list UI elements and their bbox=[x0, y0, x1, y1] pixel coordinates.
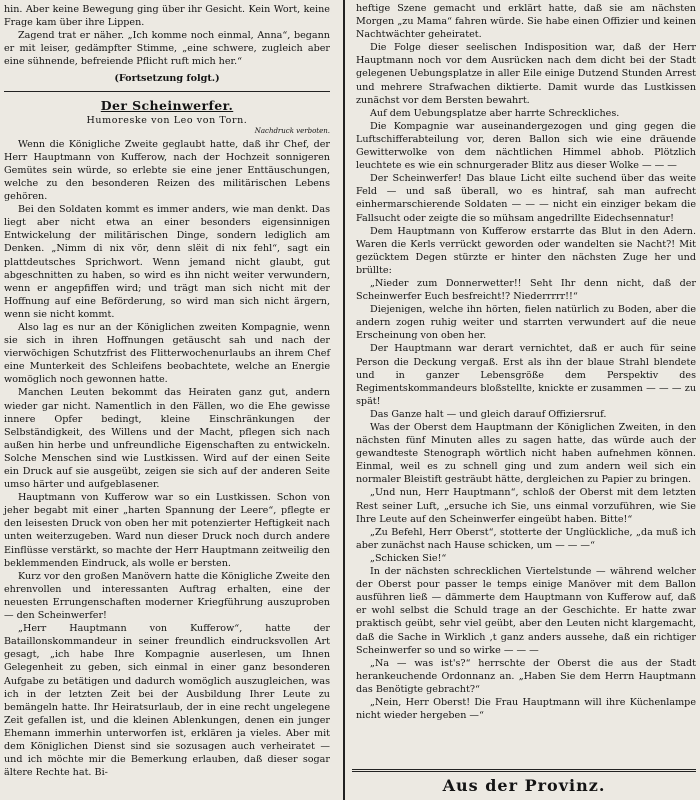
article-paragraph: Dem Hauptmann von Kufferow erstarrte das Blut in den Adern. Waren die Kerls verrückt geworden oder wandelten sie Nacht?! Mit gezücktem Degen stürzte er hinter den nächsten Zuge her und brüllte: bbox=[356, 225, 696, 276]
article-paragraph: Die Kompagnie war auseinandergezogen und ging gegen die Luftschifferabteilung vor, deren Ballon sich wie eine dräuende Gewitterwolke von dem nächtlichen Himmel abhob. Plötzlich leuchtete es wie ein schnurgerader Blitz aus dieser Wolke — — — bbox=[356, 120, 696, 172]
intro-paragraph-1: hin. Aber keine Bewegung ging über ihr Gesicht. Kein Wort, keine Frage kam über ihre Lippen. bbox=[4, 4, 330, 29]
article-paragraph: Diejenigen, welche ihn hörten, fielen natürlich zu Boden, aber die andern zogen ruhig weiter und starrten verwundert auf die neue Erscheinung von oben her. bbox=[356, 304, 696, 342]
article-paragraph: Bei den Soldaten kommt es immer anders, wie man denkt. Das liegt aber nicht etwa an einer besonders eigensinnigen Entwickelung der militärischen Dinge, sondern lediglich am Denken. „Nimm di nix vör, denn slëit di nix fehl“, sagt ein plattdeutsches Sprichwort. Wenn jemand nicht glaubt, gut abgeschnitten zu haben, so wird es ihn nicht weiter verwundern, wenn er angepfiffen wird; und trägt man sich nicht mit der Hoffnung auf eine Beförderung, so wird man sich nicht ärgern, wenn sie nicht kommt. bbox=[4, 204, 330, 320]
article-paragraph: Das Ganze halt — und gleich darauf Offiziersruf. bbox=[370, 408, 607, 420]
reprint-note: Nachdruck verboten. bbox=[254, 126, 330, 135]
intro-paragraph-2: Zagend trat er näher. „Ich komme noch einmal, Anna“, begann er mit leiser, gedämpfter Stimme, „eine schwere, zugleich aber eine sühnende, befreiende Pflicht ruft mich her.“ bbox=[4, 30, 330, 68]
article-title: Der Scheinwerfer. bbox=[100, 97, 234, 113]
section-divider bbox=[4, 91, 330, 92]
article-paragraph: „Schicken Sie!“ bbox=[370, 552, 447, 564]
article-paragraph: Kurz vor den großen Manövern hatte die Königliche Zweite den ehrenvollen und interessanten Auftrag erhalten, eine der neuesten Errungenschaften moderner Kriegführung auszuproben — den Scheinwerfer! bbox=[4, 570, 330, 622]
article-paragraph: Der Hauptmann war derart vernichtet, daß er auch für seine Person die Deckung vergaß. Erst als ihn der blaue Strahl blendete und in ganzer Lebensgröße dem Perspektiv des Regimentskommandeurs bloßstellte, knickte er zusammen — — — zu spät! bbox=[356, 343, 696, 407]
article-byline: Humoreske von Leo von Torn. bbox=[86, 114, 248, 126]
article-paragraph: Also lag es nur an der Königlichen zweiten Kompagnie, wenn sie sich in ihren Hoffnungen getäuscht sah und nach der vierwöchigen Schutzfrist des Flitterwochenurlaubs an ihrem Chef eine Munterkeit des Schleifens beobachtete, welche an Energie womöglich noch gewonnen hatte. bbox=[4, 321, 330, 386]
article-paragraph: „Nieder zum Donnerwetter!! Seht Ihr denn nicht, daß der Scheinwerfer Euch besfreicht!? Niederrrrr!!“ bbox=[356, 277, 696, 303]
article-paragraph: Der Scheinwerfer! Das blaue Licht eilte suchend über das weite Feld — und saß überall, wo es hintraf, sah man aufrecht einhermarschierende Soldaten — — — nicht ein einziger bekam die Fallsucht oder zeigte die so mühsam angedrillte Eidechsennatur! bbox=[356, 173, 696, 224]
article-paragraph: Manchen Leuten bekommt das Heiraten ganz gut, andern wieder gar nicht. Namentlich in den Fällen, wo die Ehe gewisse innere Opfer bedingt, kleine Einschränkungen der Selbständigkeit, des Willens und der Macht, pflegen sich nach außen hin herbe und unfreundliche Eigenschaften zu entwickeln. Solche Menschen sind wie Lustkissen. Wird auf der einen Seite ein Druck auf sie ausgeübt, zeigen sie sich auf der anderen Seite umso härter und aufgeblasener. bbox=[4, 387, 330, 491]
article-paragraph: In der nächsten schrecklichen Viertelstunde — während welcher der Oberst pour passer le temps einige Manöver mit dem Ballon ausführen ließ — dämmerte dem Hauptmann von Kufferow auf, daß er wohl selbst die Schuld trage an der Geschichte. Er hatte zwar praktisch geübt, sehr viel geübt, aber den Leuten nicht klargemacht, daß die Sache in Wirklich ‚t ganz anders aussehe, daß ein richtiger Scheinwerfer so und so wirke — — — bbox=[356, 566, 696, 656]
article-paragraph: „Zu Befehl, Herr Oberst“, stotterte der Unglückliche, „da muß ich aber zunächst nach Hause schicken, um — — —“ bbox=[356, 526, 696, 551]
continuation-note: (Fortsetzung folgt.) bbox=[114, 73, 220, 85]
article-paragraph: Was der Oberst dem Hauptmann der Königlichen Zweiten, in den nächsten fünf Minuten alles zu sagen hatte, das würde auch der gewandteste Stenograph wörtlich nicht haben aufnehmen können. Einmal, weil es zu schnell ging und zum andern weil sich ein normaler Bleistift gesträubt hätte, dergleichen zu Papier zu bringen. bbox=[356, 422, 696, 486]
article-paragraph: Auf dem Uebungsplatze aber harrte Schreckliches. bbox=[370, 107, 620, 119]
column-rule bbox=[343, 0, 345, 800]
article-paragraph: „Nein, Herr Oberst! Die Frau Hauptmann will ihre Küchenlampe nicht wieder hergeben —“ bbox=[356, 696, 696, 722]
left-column bbox=[0, 0, 336, 800]
article-paragraph: Hauptmann von Kufferow war so ein Lustkissen. Schon von jeher begabt mit einer „harten Spannung der Leere“, pflegte er den leisesten Druck von oben her mit potenzierter Heftigkeit nach unten weiterzugeben. Ward nun dieser Druck noch durch andere Einflüsse verstärkt, so machte der Herr Hauptmann zeitweilig den beklemmenden Eindruck, als wolle er bersten. bbox=[4, 492, 330, 569]
article-paragraph: Die Folge dieser seelischen Indisposition war, daß der Herr Hauptmann noch vor dem Ausrücken nach dem dicht bei der Stadt gelegenen Uebungsplatze in aller Eile einige Dutzend Stunden Arrest und mehrere Strafwachen diktierte. Damit wurde das Lustkissen zunächst vor dem Bersten bewahrt. bbox=[356, 42, 696, 106]
section-heading: Aus der Provinz. bbox=[352, 769, 696, 800]
right-column bbox=[352, 0, 700, 768]
article-paragraph: heftige Szene gemacht und erklärt hatte, daß sie am nächsten Morgen „zu Mama“ fahren würde. Sie habe einen Offizier und keinen Nachtwächter geheiratet. bbox=[356, 3, 696, 41]
article-paragraph: Wenn die Königliche Zweite geglaubt hatte, daß ihr Chef, der Herr Hauptmann von Kufferow, nach der Hochzeit sonnigeren Gemütes sein würde, so erlebte sie eine jener Enttäuschungen, welche zu den besonderen Reizen des militärischen Lebens gehören. bbox=[4, 138, 330, 203]
article-paragraph: „Na — was ist's?“ herrschte der Oberst die aus der Stadt herankeuchende Ordonnanz an. „Haben Sie dem Herrn Hauptmann das Benötigte gebracht?“ bbox=[356, 657, 696, 695]
article-paragraph: „Und nun, Herr Hauptmann“, schloß der Oberst mit dem letzten Rest seiner Luft, „ersuche ich Sie, uns einmal vorzuführen, wie Sie Ihre Leute auf den Scheinwerfer eingeübt haben. Bitte!“ bbox=[356, 487, 696, 525]
article-paragraph: „Herr Hauptmann von Kufferow“, hatte der Bataillonskommandeur in seiner freundlich eindrucksvollen Art gesagt, „ich habe Ihre Kompagnie auserlesen, um Ihnen Gelegenheit zu geben, sich einmal in einer ganz besonderen Aufgabe zu betätigen und dadurch womöglich auszugleichen, was ich in der letzten Zeit bei der Ausbildung Ihrer Leute zu bemängeln hatte. Ihr Heiratsurlaub, der in eine recht ungelegene Zeit gefallen ist, und die kleinen Ablenkungen, denen ein junger Ehemann immerhin unterworfen ist, erklären ja vieles. Aber mit dem Königlichen Dienst sind sie sozusagen auch verheiratet — und ich möchte mir die Bemerkung erlauben, daß dieser sogar ältere Rechte hat. Bi- bbox=[4, 623, 330, 779]
